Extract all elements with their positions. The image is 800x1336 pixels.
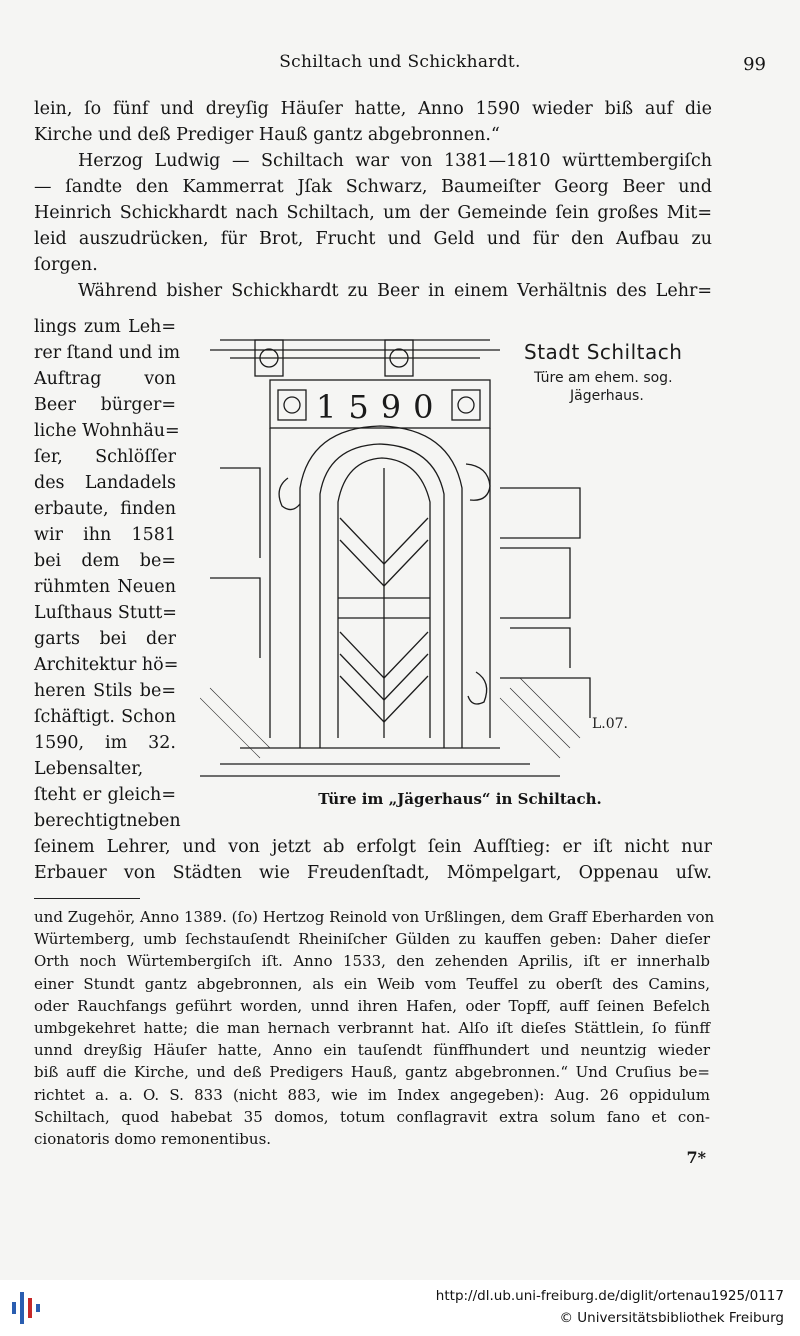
text-line: Beer bürger=: [34, 395, 176, 415]
page-number: 99: [743, 54, 766, 75]
footnote-line: einer Stundt gantz abgebronnen, als ein Weib vom Teuffel zu oberſt des Camins,: [34, 974, 710, 993]
text-line: erbaute, finden: [34, 499, 176, 519]
footnote-line: Orth noch Würtembergiſch iſt. Anno 1533, den zehenden Aprilis, iſt er innerhalb: [34, 952, 710, 971]
text-line: bei dem be=: [34, 551, 176, 571]
body-text-top: [34, 96, 712, 304]
footnote-line: biß auff die Kirche, und deß Predigers Hauß, gantz abgebronnen.“ Und Cruſius be=: [34, 1063, 710, 1082]
source-url-link[interactable]: http://dl.ub.uni-freiburg.de/diglit/ortenau1925/0117: [435, 1288, 784, 1304]
text-line: rühmten Neuen: [34, 577, 176, 597]
footnote-line: richtet a. a. O. S. 833 (nicht 883, wie im Index angegeben): Aug. 26 oppidulum: [34, 1085, 710, 1104]
text-line: lings zum Leh=: [34, 317, 176, 337]
text-line: rer ſtand und im: [34, 343, 181, 363]
footnote-divider: [34, 898, 140, 899]
handwritten-title: Stadt Schiltach: [524, 340, 683, 364]
copyright-notice: © Universitätsbibliothek Freiburg: [559, 1310, 784, 1326]
handwritten-subtitle-2: Jägerhaus.: [570, 388, 644, 404]
text-line: Auftrag von: [34, 369, 176, 389]
text-line: leid auszudrücken, für Brot, Frucht und Geld und für den Aufbau zu: [34, 229, 712, 249]
text-line: ſchäftigt. Schon: [34, 707, 176, 727]
artist-monogram: L.07.: [592, 716, 629, 732]
text-line: ſer, Schlöſſer: [34, 447, 176, 467]
text-line: 1590, im 32.: [34, 733, 176, 753]
text-line: Architektur hö=: [34, 655, 179, 675]
text-line: ſteht er gleich=: [34, 785, 176, 805]
text-line: — ſandte den Kammerrat Jſak Schwarz, Baumeiſter Georg Beer und: [34, 177, 712, 197]
text-line: Erbauer von Städten wie Freudenſtadt, Mömpelgart, Oppenau uſw.: [34, 863, 712, 883]
text-line: liche Wohnhäu=: [34, 421, 180, 441]
figure-caption: Türe im „Jägerhaus“ in Schiltach.: [318, 790, 602, 808]
text-line: Heinrich Schickhardt nach Schiltach, um der Gemeinde ſein großes Mit=: [34, 203, 712, 223]
text-line: wir ihn 1581: [34, 525, 176, 545]
text-line: Kirche und deß Prediger Hauß gantz abgebronnen.“: [34, 125, 500, 145]
text-line: garts bei der: [34, 629, 176, 649]
footnote-line: Würtemberg, umb ſechstauſendt Rheiniſcher Gülden zu kauffen geben: Daher dieſer: [34, 930, 710, 949]
library-logo-icon: [10, 1288, 46, 1328]
text-line: lein, ſo fünf und dreyſig Häuſer hatte, Anno 1590 wieder biß auf die: [34, 99, 712, 119]
running-head: [0, 52, 800, 82]
running-title: Schiltach und Schickhardt.: [279, 52, 521, 72]
footnote-line: und Zugehör, Anno 1389. (ſo) Hertzog Reinold von Urßlingen, dem Graff Eberharden von: [34, 908, 715, 926]
footer-bar: [0, 1280, 800, 1336]
text-line: des Landadels: [34, 473, 176, 493]
text-line: Luſthaus Stutt=: [34, 603, 177, 623]
footnote-line: cionatoris domo remonentibus.: [34, 1130, 272, 1149]
footnotes: [34, 906, 715, 1150]
footnote-line: unnd dreyßig Häuſer hatte, Anno ein tauſendt fünffhundert und neuntzig wieder: [34, 1041, 710, 1060]
text-line: heren Stils be=: [34, 681, 176, 701]
text-line: ſorgen.: [34, 255, 98, 275]
body-text-wrapped-column: [34, 314, 181, 834]
text-line: Herzog Ludwig — Schiltach war von 1381—1810 württembergiſch: [78, 151, 712, 171]
text-line: Während bisher Schickhardt zu Beer in einem Verhältnis des Lehr=: [78, 281, 712, 301]
footnote-line: umbgekehret hatte; die man hernach verbrannt hat. Alſo iſt dieſes Stättlein, ſo fünff: [34, 1019, 710, 1038]
lintel-date: 1590: [316, 388, 446, 426]
text-line: ſeinem Lehrer, und von jetzt ab erfolgt ſein Aufſtieg: er iſt nicht nur: [34, 837, 712, 857]
footnote-line: Schiltach, quod habebat 35 domos, totum conflagravit extra solum fano et con-: [34, 1107, 710, 1126]
text-line: berechtigtneben: [34, 811, 181, 831]
body-text-bottom: [34, 834, 712, 886]
footnote-line: oder Rauchfangs geführt worden, unnd ihren Hafen, oder Topff, auff ſeinen Befelch: [34, 996, 710, 1015]
signature-mark: 7*: [686, 1148, 706, 1167]
text-line: Lebensalter,: [34, 759, 144, 779]
handwritten-subtitle: Türe am ehem. sog.: [534, 370, 673, 386]
